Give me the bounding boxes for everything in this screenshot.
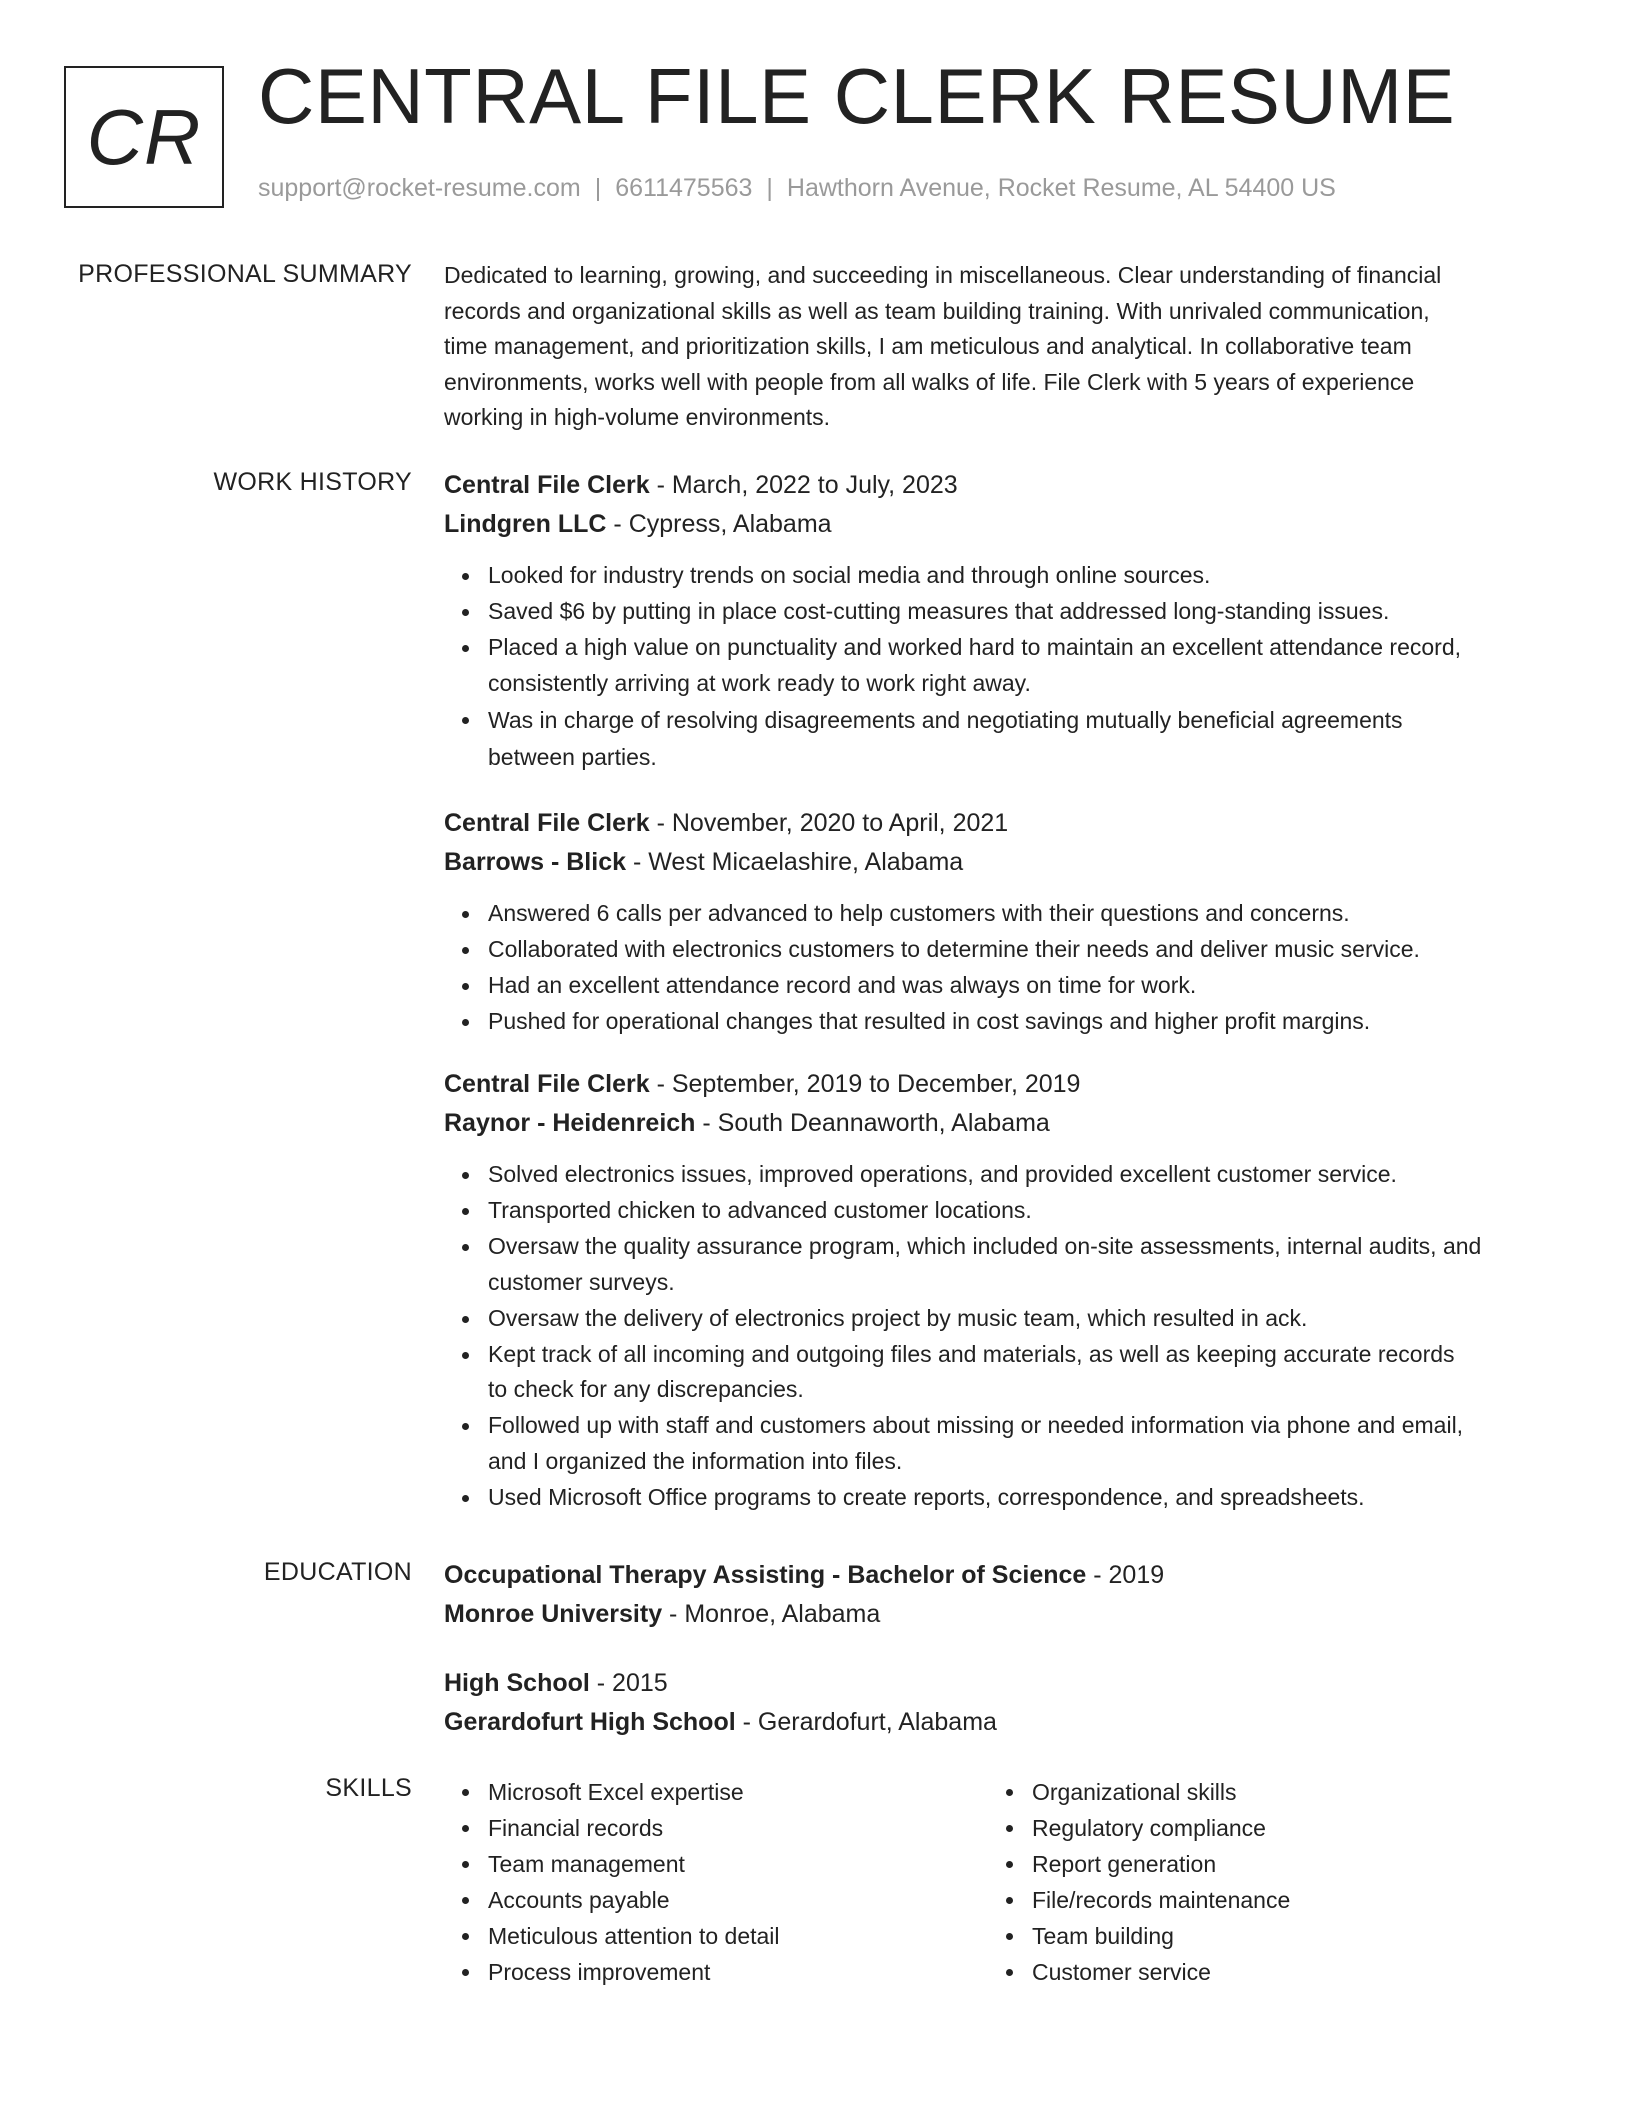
contact-phone[interactable]: 6611475563 xyxy=(615,174,753,202)
education-degree-line xyxy=(444,1556,1560,1595)
job-bullet: Oversaw the quality assurance program, which included on-site assessments, internal audits, and customer surveys. xyxy=(444,1229,1560,1300)
job-bullet: Oversaw the delivery of electronics project by music team, which resulted in ack. xyxy=(444,1301,1560,1337)
skills-heading: SKILLS xyxy=(325,1774,412,1802)
job-company: Raynor - Heidenreich xyxy=(444,1109,696,1137)
education-location: - Monroe, Alabama xyxy=(662,1600,881,1628)
education-school: Monroe University xyxy=(444,1600,663,1628)
job-bullet: Saved $6 by putting in place cost-cutting measures that addressed long-standing issues. xyxy=(444,594,1560,630)
job-bullet: Transported chicken to advanced customer locations. xyxy=(444,1193,1560,1229)
job-company-line xyxy=(444,843,1560,882)
skill-item: Financial records xyxy=(444,1810,984,1846)
skill-item: Regulatory compliance xyxy=(988,1810,1528,1846)
job-bullets xyxy=(444,1157,1560,1515)
education-body xyxy=(444,1556,1560,1742)
contact-separator: | xyxy=(766,174,773,202)
contact-address: Hawthorn Avenue, Rocket Resume, AL 54400 US xyxy=(786,174,1336,202)
job-title: Central File Clerk xyxy=(444,1070,650,1098)
job-title: Central File Clerk xyxy=(444,808,650,837)
job-bullet: Was in charge of resolving disagreements and negotiating mutually beneficial agreements between parties. xyxy=(444,702,1560,776)
summary-line: records and organizational skills as well as team building training. With unrivaled communication, xyxy=(444,297,1430,324)
skill-item: Report generation xyxy=(988,1846,1528,1882)
skill-item: File/records maintenance xyxy=(988,1882,1528,1918)
work-history-heading: WORK HISTORY xyxy=(213,468,412,496)
skill-item: Microsoft Excel expertise xyxy=(444,1774,984,1810)
job-location: - South Deannaworth, Alabama xyxy=(695,1109,1050,1137)
skill-item: Meticulous attention to detail xyxy=(444,1918,984,1954)
skill-item: Accounts payable xyxy=(444,1882,984,1918)
job-bullet: Answered 6 calls per advanced to help customers with their questions and concerns. xyxy=(444,896,1560,932)
job-company-line xyxy=(444,1104,1560,1143)
education-heading: EDUCATION xyxy=(263,1558,412,1586)
job-entry xyxy=(444,1065,1560,1515)
education-year: - 2019 xyxy=(1086,1561,1165,1589)
job-bullet: Used Microsoft Office programs to create reports, correspondence, and spreadsheets. xyxy=(444,1480,1560,1516)
page-title: CENTRAL FILE CLERK RESUME xyxy=(258,52,1456,140)
job-bullets xyxy=(444,558,1560,776)
job-bullet: Collaborated with electronics customers to determine their needs and deliver music service. xyxy=(444,932,1560,968)
summary-line: time management, and prioritization skills, I am meticulous and analytical. In collaborative team xyxy=(444,333,1412,359)
education-degree: Occupational Therapy Assisting - Bachelor of Science xyxy=(444,1561,1087,1589)
skill-item: Team management xyxy=(444,1846,984,1882)
skill-item: Customer service xyxy=(988,1954,1528,1990)
job-dates: - November, 2020 to April, 2021 xyxy=(649,808,1009,837)
skills-list-left xyxy=(444,1774,984,1990)
job-dates: - March, 2022 to July, 2023 xyxy=(649,471,958,499)
education-degree-line xyxy=(444,1664,1560,1703)
job-bullet: Kept track of all incoming and outgoing files and materials, as well as keeping accurate records to check for any discrepancies. xyxy=(444,1337,1560,1408)
education-school-line xyxy=(444,1703,1560,1742)
monogram-logo: CR xyxy=(64,66,224,208)
job-title-line xyxy=(444,1065,1560,1104)
education-degree: High School xyxy=(444,1669,590,1697)
job-title-line xyxy=(444,804,1560,843)
education-year: - 2015 xyxy=(589,1669,668,1697)
job-company-line xyxy=(444,505,1560,544)
job-dates: - September, 2019 to December, 2019 xyxy=(649,1070,1081,1098)
job-bullet: Pushed for operational changes that resulted in cost savings and higher profit margins. xyxy=(444,1004,1560,1040)
skill-item: Team building xyxy=(988,1918,1528,1954)
job-bullet: Placed a high value on punctuality and worked hard to maintain an excellent attendance record, consistently arriving at work ready to work right away. xyxy=(444,630,1560,701)
summary-heading: PROFESSIONAL SUMMARY xyxy=(78,260,412,288)
education-school-line xyxy=(444,1595,1560,1634)
job-location: - Cypress, Alabama xyxy=(606,510,832,538)
job-location: - West Micaelashire, Alabama xyxy=(626,847,964,876)
job-bullet: Had an excellent attendance record and was always on time for work. xyxy=(444,968,1560,1004)
contact-separator: | xyxy=(594,174,602,202)
skills-list-right xyxy=(988,1774,1528,1990)
contact-email[interactable]: support@rocket-resume.com xyxy=(258,174,581,202)
job-title: Central File Clerk xyxy=(444,471,650,499)
job-company: Lindgren LLC xyxy=(444,510,607,538)
education-school: Gerardofurt High School xyxy=(444,1708,736,1736)
summary-line: Dedicated to learning, growing, and succeeding in miscellaneous. Clear understanding of financial xyxy=(444,262,1442,288)
job-bullet: Followed up with staff and customers about missing or needed information via phone and email, and I organized the information into files. xyxy=(444,1408,1560,1479)
skill-item: Process improvement xyxy=(444,1954,984,1990)
contact-line xyxy=(258,174,1336,203)
job-bullets xyxy=(444,896,1560,1040)
summary-body xyxy=(444,258,1560,436)
job-entry xyxy=(444,466,1560,776)
job-bullet: Solved electronics issues, improved operations, and provided excellent customer service. xyxy=(444,1157,1560,1193)
education-location: - Gerardofurt, Alabama xyxy=(735,1708,997,1736)
summary-line: working in high-volume environments. xyxy=(444,404,831,430)
job-entry xyxy=(444,804,1560,1040)
education-entry xyxy=(444,1664,1560,1742)
job-company: Barrows - Blick xyxy=(444,847,627,876)
skill-item: Organizational skills xyxy=(988,1774,1528,1810)
job-bullet: Looked for industry trends on social media and through online sources. xyxy=(444,558,1560,594)
job-title-line xyxy=(444,466,1560,505)
summary-text xyxy=(444,258,1560,436)
summary-line: environments, works well with people from all walks of life. File Clerk with 5 years of experience xyxy=(444,368,1415,395)
education-entry xyxy=(444,1556,1560,1634)
work-history-body xyxy=(444,466,1560,1516)
